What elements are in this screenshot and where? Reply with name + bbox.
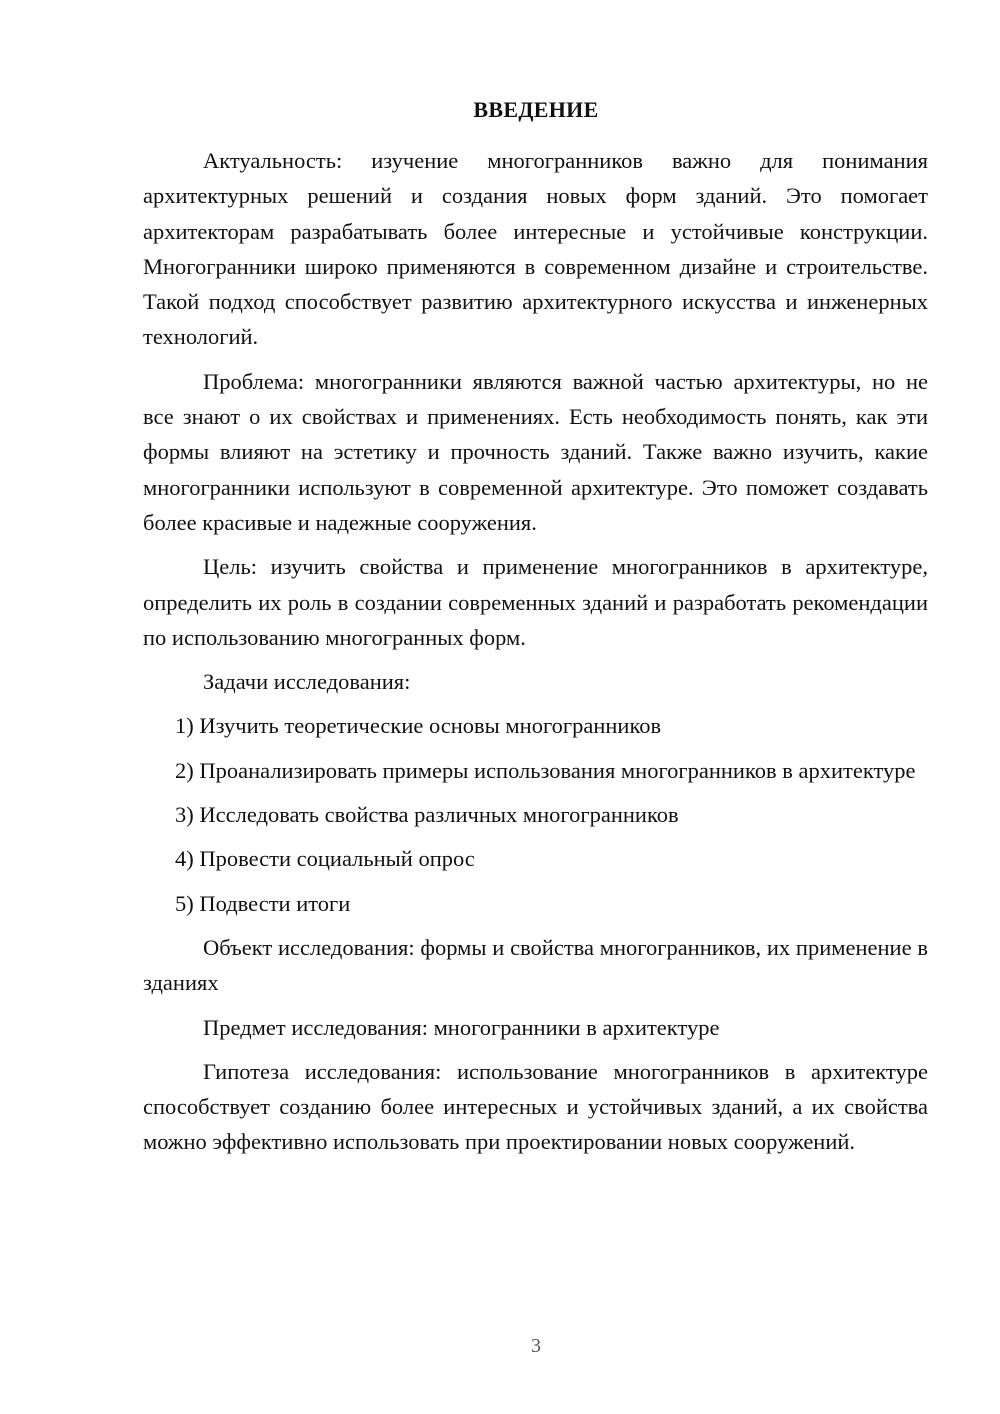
paragraph-goal: Цель: изучить свойства и применение многогранников в архитектуре, определить их роль в создании современных зданий и разработать рекомендации по использованию многогранных форм. [143,554,928,650]
task-item: 5) Подвести итоги [175,890,351,916]
paragraph-problem: Проблема: многогранники являются важной частью архитектуры, но не все знают о их свойствах и применениях. Есть необходимость понять, как эти формы влияют на эстетику и прочность зданий. Также важно изучить, какие многогранники используют в современной архитектуре. Это поможет создавать более красивые и надежные сооружения. [143,368,928,535]
task-item: 2) Проанализировать примеры использования многогранников в архитектуре [175,757,916,783]
page-number: 3 [531,1335,541,1357]
paragraph-hypothesis: Гипотеза исследования: использование многогранников в архитектуре способствует созданию более интересных и устойчивых зданий, а их свойства можно эффективно использовать при проектировании новых сооружений. [143,1058,928,1155]
page-title: ВВЕДЕНИЕ [473,97,599,122]
paragraph-relevance: Актуальность: изучение многогранников важно для понимания архитектурных решений и создания новых форм зданий. Это помогает архитекторам разрабатывать более интересные и устойчивые конструкции. Многогранники широко применяются в современном дизайне и строительстве. Такой подход способствует развитию архитектурного искусства и инженерных технологий. [143,148,928,350]
task-item: 1) Изучить теоретические основы многогранников [175,713,662,739]
task-item: 3) Исследовать свойства различных многогранников [175,802,679,828]
paragraph-tasks-heading: Задачи исследования: [203,669,411,695]
paragraph-object: Объект исследования: формы и свойства многогранников, их применение в зданиях [143,934,928,996]
document-body [143,143,928,1169]
paragraph-subject: Предмет исследования: многогранники в архитектуре [203,1014,720,1040]
task-item: 4) Провести социальный опрос [175,846,475,872]
